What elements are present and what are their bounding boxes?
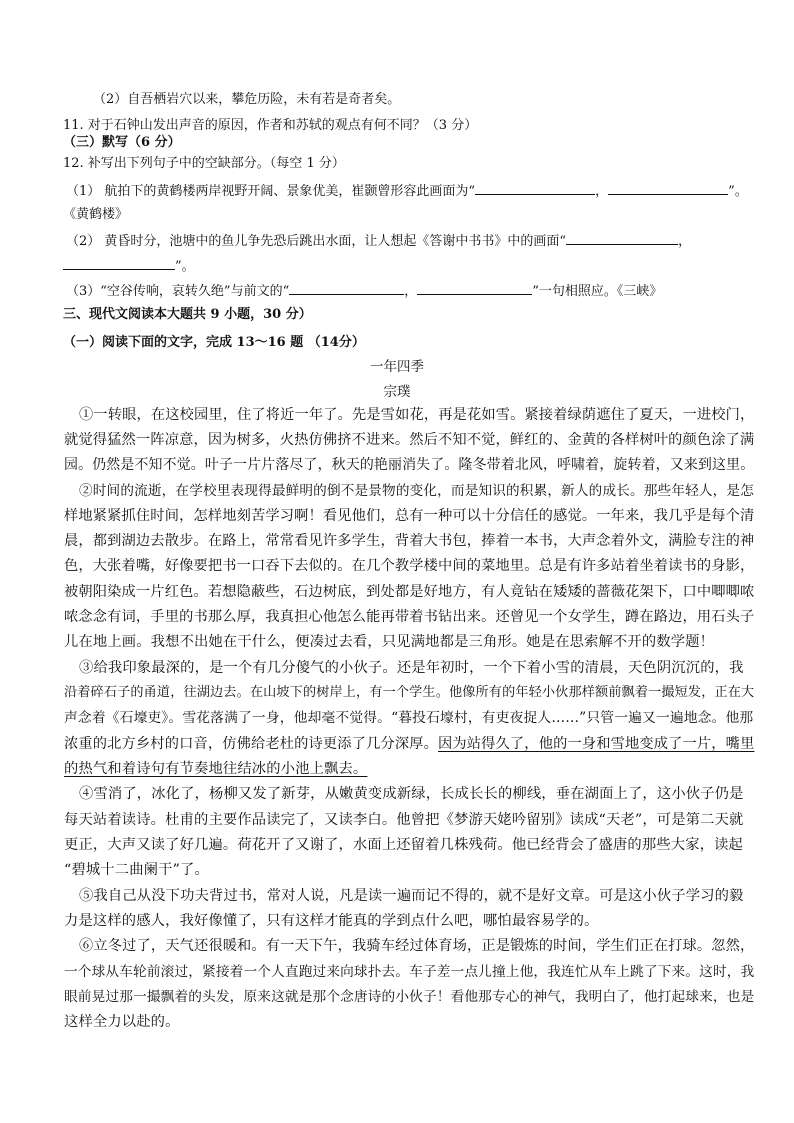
article-line: 每天站着读诗。杜甫的主要作品读完了，又读李白。他曾把《梦游天姥吟留别》读成“天老”，可是第二天就 [64,812,744,828]
q12-stem: 12. 补写出下列句子中的空缺部分。（每空 1 分） [63,156,345,171]
answer-blank[interactable] [608,181,728,195]
article-title: 一年四季 [370,359,424,375]
q11-question: 11. 对于石钟山发出声音的原因，作者和苏轼的观点有何不同？（3 分） [63,118,478,133]
q12-item-2-separator: ， [678,234,692,249]
article-author: 宗璞 [383,384,411,400]
article-line: 一个球从车轮前滚过，紧接着一个人直跑过来向球扑去。车子差一点儿撞上他，我连忙从车上跳了下来。这时，我 [64,964,755,980]
article-line: ②时间的流逝，在学校里表现得最鲜明的倒不是景物的变化，而是知识的积累，新人的成长。那些年轻人，是怎 [79,483,754,499]
article-line: 力是这样的感人，我好像懂了，只有这样才能真的学到点什么吧，哪怕最容易学的。 [64,913,599,929]
article-line: 的热气和着诗句有节奏地往结冰的小池上飘去。 [64,761,368,777]
article-line: 儿在地上画。我想不出她在干什么，便凑过去看，只见满地都是三角形。她是在思索解不开的数学题！ [64,634,715,650]
q12-item-1-end: ”。 [728,184,748,199]
article-line: 更正，大声又读了好几遍。荷花开了又谢了，水面上还留着几株残荷。他已经背会了盛唐的那些大家，读起 [64,837,743,853]
article-line: 这样全力以赴的。 [64,1014,180,1030]
article-line: 眼前晃过那一撮飘着的头发，原来这就是那个念唐诗的小伙子！看他那专心的神气，我明白了，他打起球来，也是 [64,989,755,1005]
article-line: 就觉得猛然一阵凉意，因为树多，火热仿佛挤不进来。然后不知不觉，鲜红的、金黄的各样树叶的颜色涂了满 [64,432,755,448]
article-line [64,735,754,753]
article-line: 样地紧紧抓住时间，怎样地刻苦学习啊！看见他们，总有一种可以十分信任的感觉。一年来，我几乎是每个清 [64,508,755,524]
q12-item-3 [66,281,662,301]
q12-item-2 [66,231,691,251]
q12-item-2-text: （2） 黄昏时分，池塘中的鱼儿争先恐后跳出水面，让人想起《答谢中书书》中的画面“ [66,234,567,249]
q12-item-3-text: （3）“空谷传响，哀转久绝”与前文的“ [66,284,290,299]
article-line-part: 浓重的北方乡村的口音，仿佛给老杜的诗更添了几分深厚。 [64,736,438,752]
article-line: 色，大张着嘴，好像要把书一口吞下去似的。在几个教学楼中间的菜地里。总是有许多站着坐着读书的身影， [64,558,755,574]
article-line: “碧城十二曲阑干”了。 [64,862,209,878]
article-line: 沿着碎石子的甬道，往湖边去。在山坡下的树岸上，有一个学生。他像所有的年轻小伙那样额前飘着一撮短发，正在大 [64,685,755,700]
article-line: ④雪消了，冰化了，杨柳又发了新芽，从嫩黄变成新绿，长成长长的柳线，垂在湖面上了，这小伙子仍是 [79,786,744,802]
q12-item-3-separator: ， [404,284,418,299]
article-line: ①一转眼，在这校园里，住了将近一年了。先是雪如花，再是花如雪。紧接着绿荫遮住了夏天，一进校门， [79,407,755,423]
part-3-sub-1-heading: （一）阅读下面的文字，完成 13～16 题 （14分） [63,335,365,350]
article-line: ⑤我自己从没下功夫背过书，常对人说，凡是读一遍而记不得的，就不是好文章。可是这小伙子学习的毅 [79,888,744,904]
q12-item-2-end: ”。 [175,259,195,274]
part-3-heading: 三、现代文阅读本大题共 9 小题，30 分） [63,307,312,322]
article-line: 晨，都到湖边去散步。在路上，常常看见许多学生，背着大书包，捧着一本书，大声念着外文，满脸专注的神 [64,533,755,549]
q10-item-2: （2）自吾栖岩穴以来，攀危历险，未有若是奇者矣。 [93,92,401,107]
answer-blank[interactable] [289,281,404,295]
article-line: ⑥立冬过了，天气还很暖和。有一天下午，我骑车经过体育场，正是锻炼的时间，学生们正在打球。忽然， [79,938,755,954]
underlined-sentence: 因为站得久了，他的一身和雪地变成了一片，嘴里 [438,736,755,752]
answer-blank[interactable] [63,256,175,270]
q12-item-3-end: ”一句相照应。《三峡》 [532,284,663,299]
answer-blank[interactable] [475,181,595,195]
q12-item-1-text: （1） 航拍下的黄鹤楼两岸视野开阔、景象优美，崔颢曾形容此画面为“ [66,184,476,199]
article-line: 被朝阳染成一片红色。若想隐蔽些，石边树底，到处都是好地方，有人竟钻在矮矮的蔷薇花架下，口中唧唧哝 [64,584,755,600]
section-3-heading: （三）默写（6 分） [63,135,181,150]
article-line: 园。仍然是不知不觉。叶子一片片落尽了，秋天的艳丽消失了。隆冬带着北风，呼啸着，旋转着，又来到这里。 [64,457,755,473]
article-line: 声念着《石壕吏》。雪花落满了一身，他却毫不觉得。“暮投石壕村，有吏夜捉人……”只管一遍又一遍地念。他那 [64,710,754,726]
q12-item-2-cont [63,256,195,276]
answer-blank[interactable] [566,231,678,245]
q12-item-1-separator: ， [595,184,609,199]
answer-blank[interactable] [417,281,532,295]
q12-item-1 [66,181,748,201]
q12-item-1-source: 《黄鹤楼》 [63,207,129,222]
article-line: ③给我印象最深的，是一个有几分傻气的小伙子。还是年初时，一个下着小雪的清晨，天色阴沉沉的，我 [79,660,744,676]
article-line: 哝念念有词，手里的书那么厚，我真担心他怎么能再带着书钻出来。还曾见一个女学生，蹲在路边，用石头子 [64,609,755,625]
